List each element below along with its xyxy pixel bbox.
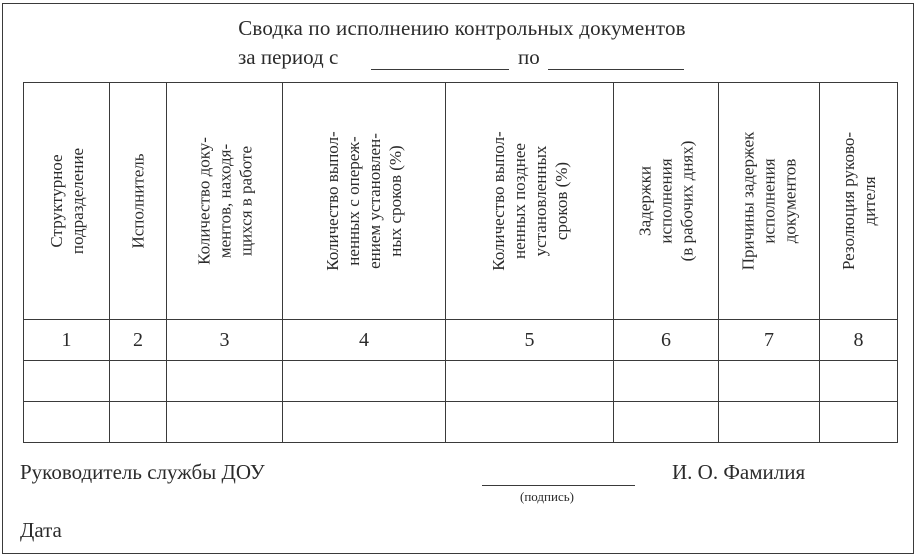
table-cell[interactable] [283,402,446,443]
column-number: 6 [614,320,719,361]
table-cell[interactable] [167,402,283,443]
column-number: 8 [820,320,898,361]
header-label: Количество выпол- ненных позднее установленных сроков (%) [488,131,571,271]
table-cell[interactable] [820,361,898,402]
column-number: 7 [719,320,820,361]
column-number: 2 [110,320,167,361]
period-middle: по [518,45,540,69]
header-label: Количество выпол- ненных с опереж- ением установлен- ных сроков (%) [323,131,405,271]
header-cell [614,83,719,320]
header-cell [283,83,446,320]
header-label: Причины задержек исполнения документов [738,131,800,271]
header-label: Исполнитель [128,153,148,249]
header-label: Резолюция руково- дителя [838,131,879,271]
header-row [24,83,898,320]
column-number: 3 [167,320,283,361]
table-cell[interactable] [719,361,820,402]
period-prefix: за период с [238,45,339,69]
table-cell[interactable] [24,361,110,402]
table-cell[interactable] [820,402,898,443]
head-label: Руководитель службы ДОУ [20,460,265,484]
period-start-field[interactable] [371,69,509,70]
table-cell[interactable] [283,361,446,402]
period-end-field[interactable] [548,69,684,70]
table-cell[interactable] [719,402,820,443]
signature-field[interactable] [482,485,635,486]
column-number-row [24,320,898,361]
table-cell[interactable] [614,361,719,402]
header-cell [820,83,898,320]
table-cell[interactable] [24,402,110,443]
header-label: Задержки исполнения (в рабочих днях) [635,140,697,262]
table-cell[interactable] [446,361,614,402]
column-number: 4 [283,320,446,361]
date-label: Дата [20,518,62,542]
table-row [24,361,898,402]
form-title: Сводка по исполнению контрольных документов [238,16,686,40]
table-cell[interactable] [167,361,283,402]
signature-hint: (подпись) [520,489,574,504]
header-cell [24,83,110,320]
header-cell [110,83,167,320]
header-cell [167,83,283,320]
header-label: Количество доку- ментов, находя- щихся в работе [194,137,255,265]
table-cell[interactable] [110,402,167,443]
table-row [24,402,898,443]
column-number: 5 [446,320,614,361]
head-name: И. О. Фамилия [672,460,806,484]
report-table [23,82,898,443]
header-cell [446,83,614,320]
table-cell[interactable] [614,402,719,443]
column-number: 1 [24,320,110,361]
header-cell [719,83,820,320]
header-label: Структурное подразделение [46,147,87,255]
table-cell[interactable] [110,361,167,402]
table-cell[interactable] [446,402,614,443]
